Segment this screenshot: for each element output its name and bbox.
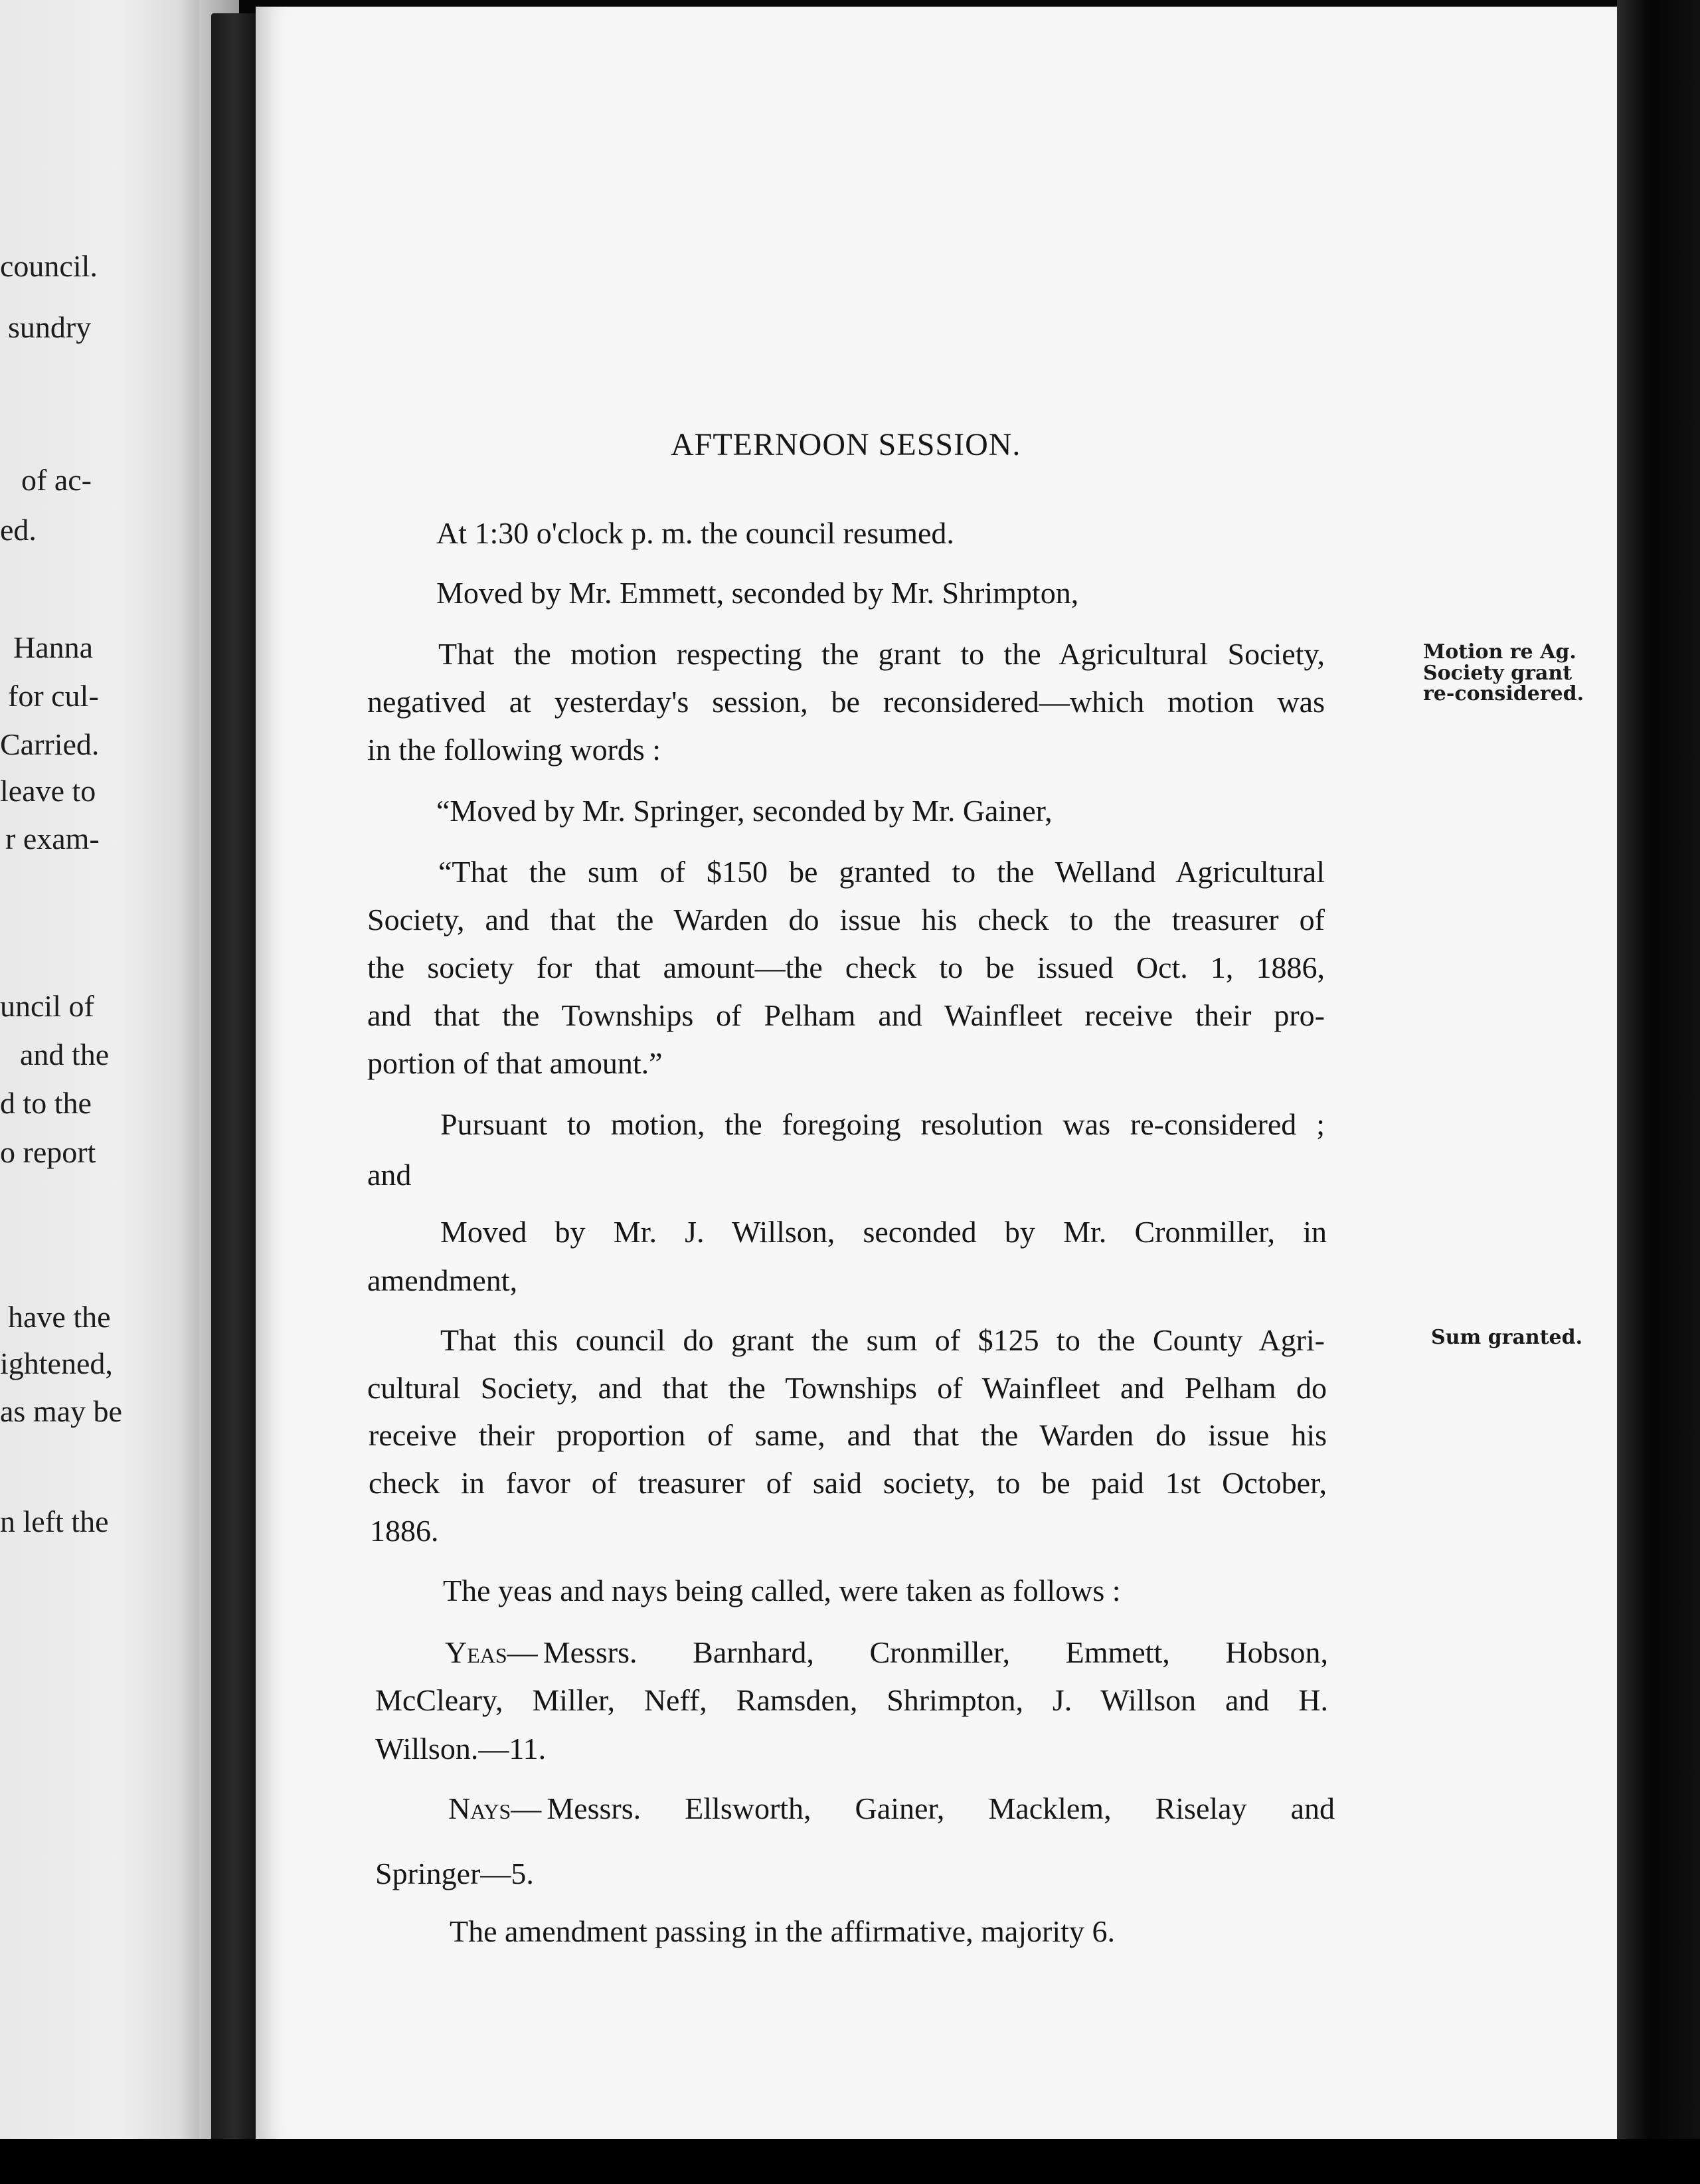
nays-label: Nays—: [448, 1791, 542, 1825]
paragraph-line: the society for that amount—the check to be issued Oct. 1, 1886,: [367, 951, 1325, 984]
left-fragment: o report: [0, 1135, 96, 1169]
left-fragment: for cul-: [8, 679, 99, 713]
left-fragment: leave to: [0, 774, 96, 808]
left-fragment: d to the: [0, 1086, 92, 1120]
page-title: AFTERNOON SESSION.: [671, 427, 1021, 462]
paragraph-line: At 1:30 o'clock p. m. the council resumed.: [436, 516, 954, 550]
left-fragment: ightened,: [0, 1346, 113, 1380]
yeas-line: [445, 1637, 1328, 1668]
nays-line: [448, 1793, 1335, 1824]
paragraph-line: negatived at yesterday's session, be reconsidered—which motion was: [367, 685, 1325, 719]
left-fragment: sundry: [8, 310, 92, 344]
paragraph-line: portion of that amount.”: [367, 1046, 663, 1080]
paragraph-line: The yeas and nays being called, were taken as follows :: [443, 1574, 1121, 1607]
paragraph-line: Springer—5.: [375, 1857, 534, 1890]
paragraph-line: amendment,: [367, 1263, 518, 1297]
margin-note-motion: [1423, 642, 1584, 705]
left-fragment: as may be: [0, 1394, 122, 1428]
left-fragment: n left the: [0, 1504, 109, 1538]
paragraph-line: Moved by Mr. J. Willson, seconded by Mr. Cronmiller, in: [440, 1215, 1327, 1249]
paragraph-line: Pursuant to motion, the foregoing resolution was re-considered ;: [440, 1107, 1325, 1141]
left-fragment: r exam-: [5, 822, 100, 856]
right-shadow: [1617, 0, 1700, 2184]
paragraph-line: Society, and that the Warden do issue his check to the treasurer of: [367, 903, 1325, 937]
left-fragment: of ac-: [21, 463, 92, 497]
margin-note-line: re-considered.: [1423, 682, 1584, 705]
bottom-shadow: [0, 2139, 1700, 2184]
yeas-label: Yeas—: [445, 1635, 538, 1669]
paragraph-line: Messrs. Ellsworth, Gainer, Macklem, Riselay and: [547, 1791, 1335, 1825]
paragraph-line: receive their proportion of same, and that the Warden do issue his: [369, 1418, 1327, 1452]
book-binding: [211, 13, 258, 2145]
previous-page: [0, 0, 199, 2184]
margin-note-line: Society grant: [1423, 661, 1572, 685]
paragraph-line: “That the sum of $150 be granted to the Welland Agricultural: [438, 855, 1325, 889]
paragraph-line: in the following words :: [367, 733, 661, 767]
margin-note-line: Motion re Ag.: [1423, 640, 1576, 664]
paragraph-line: Willson.—11.: [375, 1732, 547, 1766]
paragraph-line: The amendment passing in the affirmative, majority 6.: [450, 1914, 1115, 1948]
left-fragment: council.: [0, 249, 98, 283]
paragraph-line: check in favor of treasurer of said society, to be paid 1st October,: [369, 1466, 1327, 1500]
paragraph-line: “Moved by Mr. Springer, seconded by Mr. Gainer,: [436, 794, 1053, 828]
paragraph-line: Messrs. Barnhard, Cronmiller, Emmett, Hobson,: [543, 1635, 1328, 1669]
left-fragment: Carried.: [0, 727, 100, 761]
paragraph-line: and: [367, 1158, 412, 1192]
paragraph-line: and that the Townships of Pelham and Wainfleet receive their pro-: [367, 998, 1325, 1032]
paragraph-line: Moved by Mr. Emmett, seconded by Mr. Shrimpton,: [436, 576, 1079, 610]
left-fragment: and the: [20, 1038, 110, 1071]
margin-note-sum: [1431, 1327, 1582, 1348]
margin-note-line: Sum granted.: [1431, 1326, 1583, 1349]
left-fragment: Hanna: [13, 630, 94, 664]
paragraph-line: That this council do grant the sum of $125 to the County Agri-: [440, 1323, 1325, 1357]
paragraph-line: McCleary, Miller, Neff, Ramsden, Shrimpton, J. Willson and H.: [375, 1683, 1328, 1717]
main-page: [256, 7, 1617, 2139]
paragraph-line: cultural Society, and that the Townships of Wainfleet and Pelham do: [367, 1371, 1327, 1405]
paragraph-line: That the motion respecting the grant to the Agricultural Society,: [438, 637, 1325, 671]
left-fragment: ed.: [0, 513, 37, 547]
paragraph-line: 1886.: [370, 1514, 439, 1548]
left-fragment: have the: [8, 1300, 111, 1334]
left-fragment: uncil of: [0, 989, 94, 1023]
